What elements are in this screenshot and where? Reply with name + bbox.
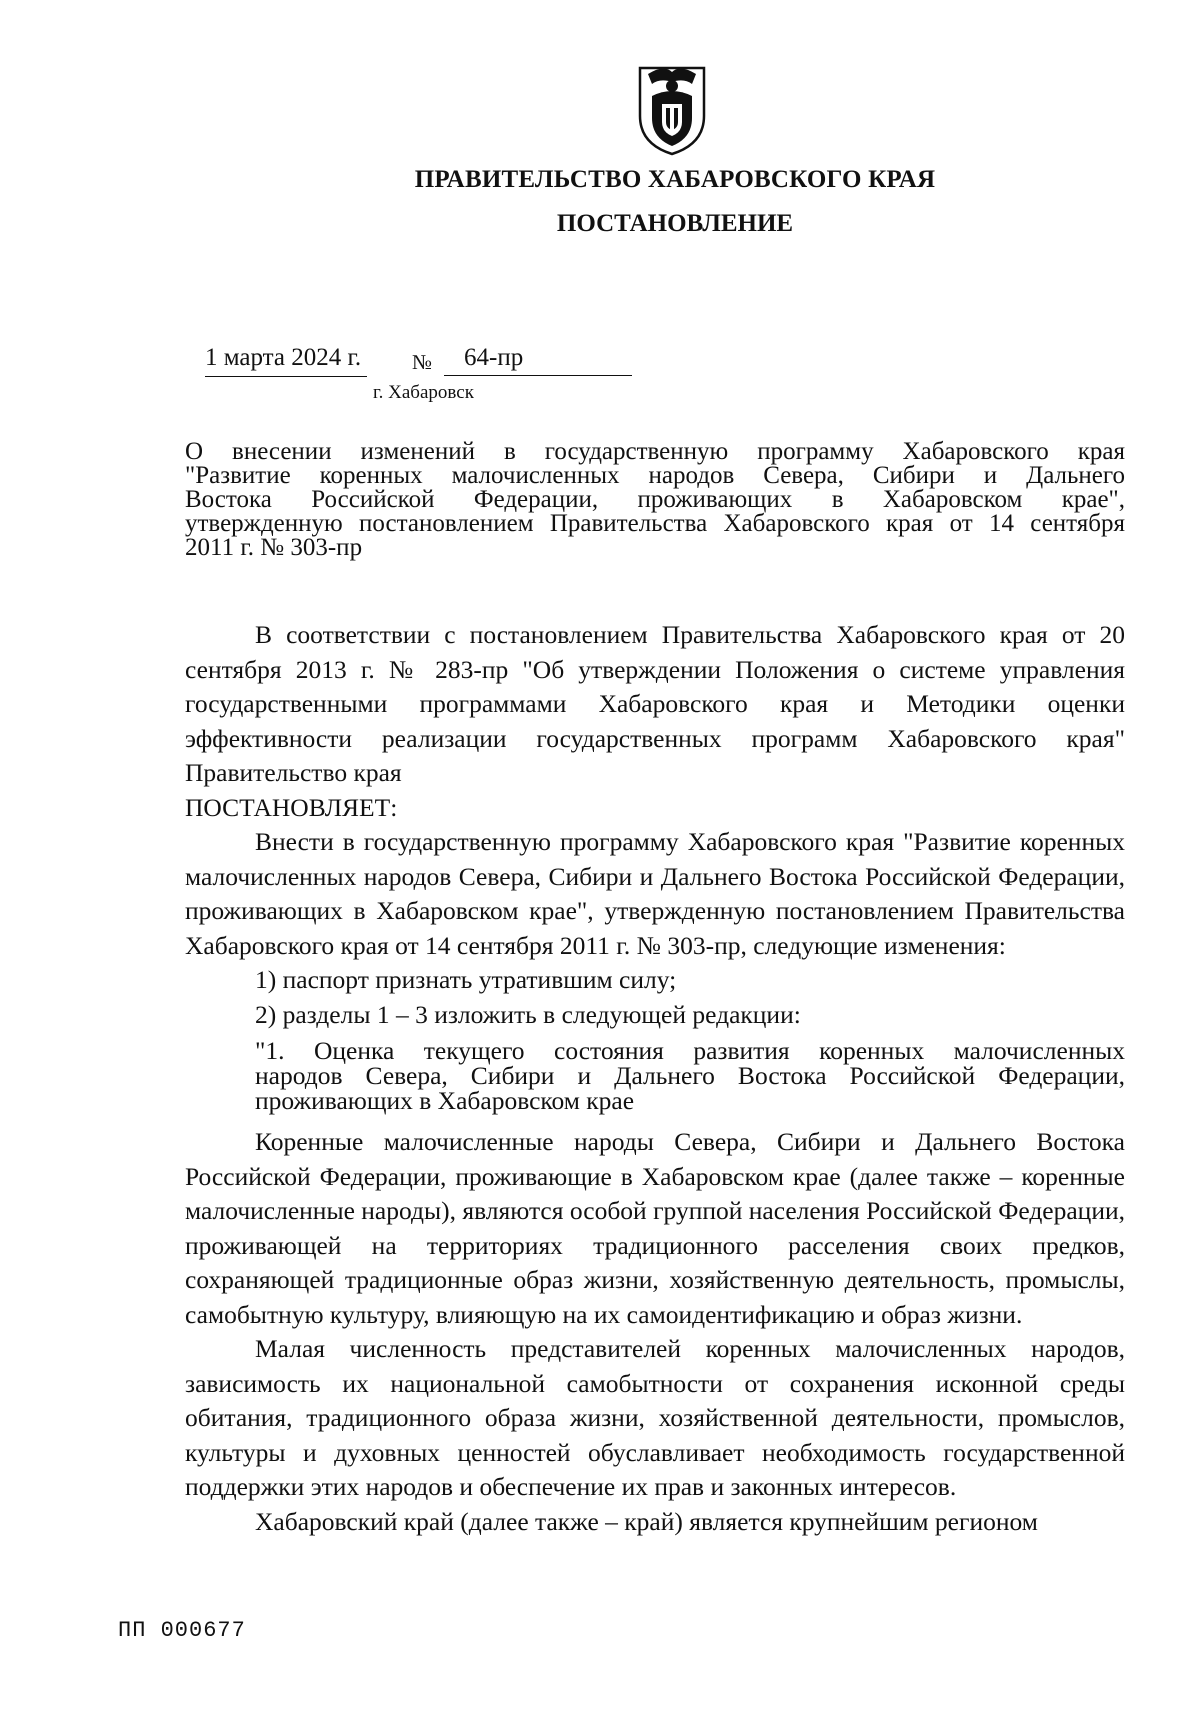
khabarovsk-coat-of-arms-icon — [634, 62, 710, 158]
section-title-line: народов Севера, Сибири и Дальнего Востока Российской Федерации, — [255, 1061, 1125, 1090]
document-date: 1 марта 2024 г. — [205, 344, 367, 377]
document-code: ПП 000677 — [118, 1618, 246, 1643]
list-item: 2) разделы 1 – 3 изложить в следующей редакции: — [255, 999, 801, 1029]
body-paragraph: Хабаровский край (далее также – край) является крупнейшим регионом — [255, 1506, 1038, 1536]
subject-line: "Развитие коренных малочисленных народов Севера, Сибири и Дальнего — [185, 462, 1125, 489]
body-paragraph: Коренные малочисленные народы Севера, Сибири и Дальнего Востока Российской Федерации, проживающие в Хабаровском крае (далее также – коренные малочисленные народы), являются особой группой населения Российской Федерации, проживающей на территориях традиционного расселения своих предков, сохраняющей традиционные образ жизни, хозяйственную деятельность, промыслы, самобытную культуру, влияющую на их самоидентификацию и образ жизни. — [185, 1127, 1125, 1329]
subject-line: Востока Российской Федерации, проживающих в Хабаровском крае", — [185, 486, 1125, 513]
section-title-line: проживающих в Хабаровском крае — [255, 1086, 635, 1115]
document-number: 64-пр — [444, 344, 632, 376]
document-subject — [185, 440, 1125, 560]
government-title: ПРАВИТЕЛЬСТВО ХАБАРОВСКОГО КРАЯ — [414, 166, 936, 193]
section-title — [255, 1038, 1125, 1113]
section-title-line: "1. Оценка текущего состояния развития коренных малочисленных — [255, 1036, 1125, 1065]
resolves-heading: ПОСТАНОВЛЯЕТ: — [185, 792, 398, 822]
document-body — [185, 618, 1125, 1539]
subject-line: утвержденную постановлением Правительства Хабаровского края от 14 сентября — [185, 510, 1125, 537]
document-type: ПОСТАНОВЛЕНИЕ — [556, 210, 794, 237]
body-paragraph: Малая численность представителей коренных малочисленных народов, зависимость их национальной самобытности от сохранения исконной среды обитания, традиционного образа жизни, хозяйственной деятельности, промыслов, культуры и духовных ценностей обуславливает необходимость государственной поддержки этих народов и обеспечение их прав и законных интересов. — [185, 1334, 1125, 1501]
subject-line: О внесении изменений в государственную программу Хабаровского края — [185, 438, 1125, 465]
preamble-paragraph: В соответствии с постановлением Правительства Хабаровского края от 20 сентября 2013 г. № 283-пр "Об утверждении Положения о системе управления государственными программами Хабаровского края и Методики оценки эффективности реализации государственных программ Хабаровского края" Правительство края — [185, 620, 1125, 787]
document-city: г. Хабаровск — [373, 382, 474, 403]
subject-line: 2011 г. № 303-пр — [185, 534, 363, 561]
amend-paragraph: Внести в государственную программу Хабаровского края "Развитие коренных малочисленных народов Севера, Сибири и Дальнего Востока Российской Федерации, проживающих в Хабаровском крае", утвержденную постановлением Правительства Хабаровского края от 14 сентября 2011 г. № 303-пр, следующие изменения: — [185, 827, 1125, 960]
list-item: 1) паспорт признать утратившим силу; — [255, 965, 677, 994]
number-label: № — [412, 350, 433, 374]
